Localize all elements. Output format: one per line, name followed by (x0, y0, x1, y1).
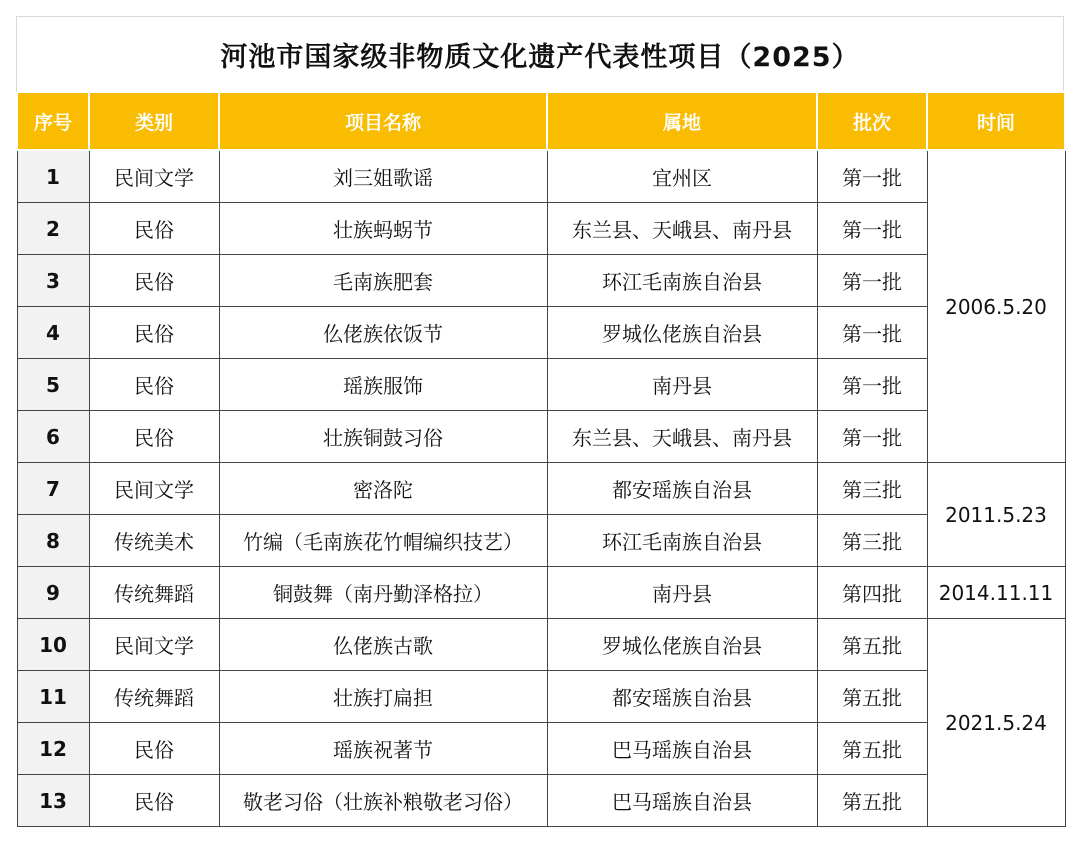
row-location: 南丹县 (547, 567, 817, 619)
row-location: 罗城仫佬族自治县 (547, 307, 817, 359)
row-category: 民俗 (89, 307, 219, 359)
table-header-row (17, 92, 1065, 150)
heritage-table-frame (16, 16, 1064, 827)
page-title: 河池市国家级非物质文化遗产代表性项目（2025） (16, 16, 1064, 91)
row-name: 瑶族祝著节 (219, 723, 547, 775)
row-name: 毛南族肥套 (219, 255, 547, 307)
row-location: 南丹县 (547, 359, 817, 411)
row-category: 传统舞蹈 (89, 567, 219, 619)
row-category: 民俗 (89, 359, 219, 411)
row-seq: 7 (17, 463, 89, 515)
row-location: 罗城仫佬族自治县 (547, 619, 817, 671)
table-row (17, 307, 1065, 359)
table-row (17, 515, 1065, 567)
row-category: 民间文学 (89, 463, 219, 515)
row-seq: 13 (17, 775, 89, 827)
table-row (17, 150, 1065, 203)
row-name: 壮族铜鼓习俗 (219, 411, 547, 463)
row-batch: 第一批 (817, 411, 927, 463)
row-seq: 4 (17, 307, 89, 359)
row-category: 传统美术 (89, 515, 219, 567)
row-batch: 第四批 (817, 567, 927, 619)
row-batch: 第一批 (817, 203, 927, 255)
row-category: 民俗 (89, 411, 219, 463)
row-category: 民间文学 (89, 150, 219, 203)
row-name: 壮族打扁担 (219, 671, 547, 723)
row-seq: 9 (17, 567, 89, 619)
row-time: 2014.11.11 (927, 567, 1065, 619)
row-name: 密洛陀 (219, 463, 547, 515)
heritage-table (16, 91, 1066, 827)
row-seq: 8 (17, 515, 89, 567)
table-row (17, 203, 1065, 255)
row-batch: 第一批 (817, 307, 927, 359)
row-name: 竹编（毛南族花竹帽编织技艺） (219, 515, 547, 567)
row-name: 刘三姐歌谣 (219, 150, 547, 203)
table-row (17, 463, 1065, 515)
row-time: 2021.5.24 (927, 619, 1065, 827)
row-seq: 3 (17, 255, 89, 307)
row-category: 民俗 (89, 775, 219, 827)
row-batch: 第一批 (817, 150, 927, 203)
row-batch: 第五批 (817, 723, 927, 775)
table-row (17, 359, 1065, 411)
row-seq: 11 (17, 671, 89, 723)
row-location: 环江毛南族自治县 (547, 515, 817, 567)
header-name: 项目名称 (219, 92, 547, 150)
row-seq: 10 (17, 619, 89, 671)
row-location: 都安瑶族自治县 (547, 671, 817, 723)
table-row (17, 567, 1065, 619)
row-seq: 5 (17, 359, 89, 411)
row-category: 传统舞蹈 (89, 671, 219, 723)
row-name: 仫佬族古歌 (219, 619, 547, 671)
header-seq: 序号 (17, 92, 89, 150)
row-category: 民俗 (89, 723, 219, 775)
header-location: 属地 (547, 92, 817, 150)
row-location: 宜州区 (547, 150, 817, 203)
row-category: 民俗 (89, 255, 219, 307)
row-location: 东兰县、天峨县、南丹县 (547, 203, 817, 255)
header-category: 类别 (89, 92, 219, 150)
table-row (17, 775, 1065, 827)
row-time: 2011.5.23 (927, 463, 1065, 567)
row-batch: 第五批 (817, 775, 927, 827)
row-batch: 第一批 (817, 255, 927, 307)
table-row (17, 671, 1065, 723)
header-batch: 批次 (817, 92, 927, 150)
row-batch: 第五批 (817, 619, 927, 671)
row-location: 都安瑶族自治县 (547, 463, 817, 515)
row-category: 民俗 (89, 203, 219, 255)
row-location: 巴马瑶族自治县 (547, 723, 817, 775)
row-batch: 第五批 (817, 671, 927, 723)
row-batch: 第一批 (817, 359, 927, 411)
row-location: 环江毛南族自治县 (547, 255, 817, 307)
row-seq: 6 (17, 411, 89, 463)
header-time: 时间 (927, 92, 1065, 150)
row-batch: 第三批 (817, 463, 927, 515)
row-name: 仫佬族依饭节 (219, 307, 547, 359)
table-row (17, 619, 1065, 671)
row-batch: 第三批 (817, 515, 927, 567)
row-name: 敬老习俗（壮族补粮敬老习俗） (219, 775, 547, 827)
table-row (17, 723, 1065, 775)
row-name: 铜鼓舞（南丹勤泽格拉） (219, 567, 547, 619)
table-row (17, 255, 1065, 307)
row-time: 2006.5.20 (927, 150, 1065, 463)
row-seq: 2 (17, 203, 89, 255)
row-seq: 1 (17, 150, 89, 203)
table-row (17, 411, 1065, 463)
row-name: 瑶族服饰 (219, 359, 547, 411)
row-location: 巴马瑶族自治县 (547, 775, 817, 827)
row-seq: 12 (17, 723, 89, 775)
row-name: 壮族蚂𧊅节 (219, 203, 547, 255)
row-category: 民间文学 (89, 619, 219, 671)
row-location: 东兰县、天峨县、南丹县 (547, 411, 817, 463)
